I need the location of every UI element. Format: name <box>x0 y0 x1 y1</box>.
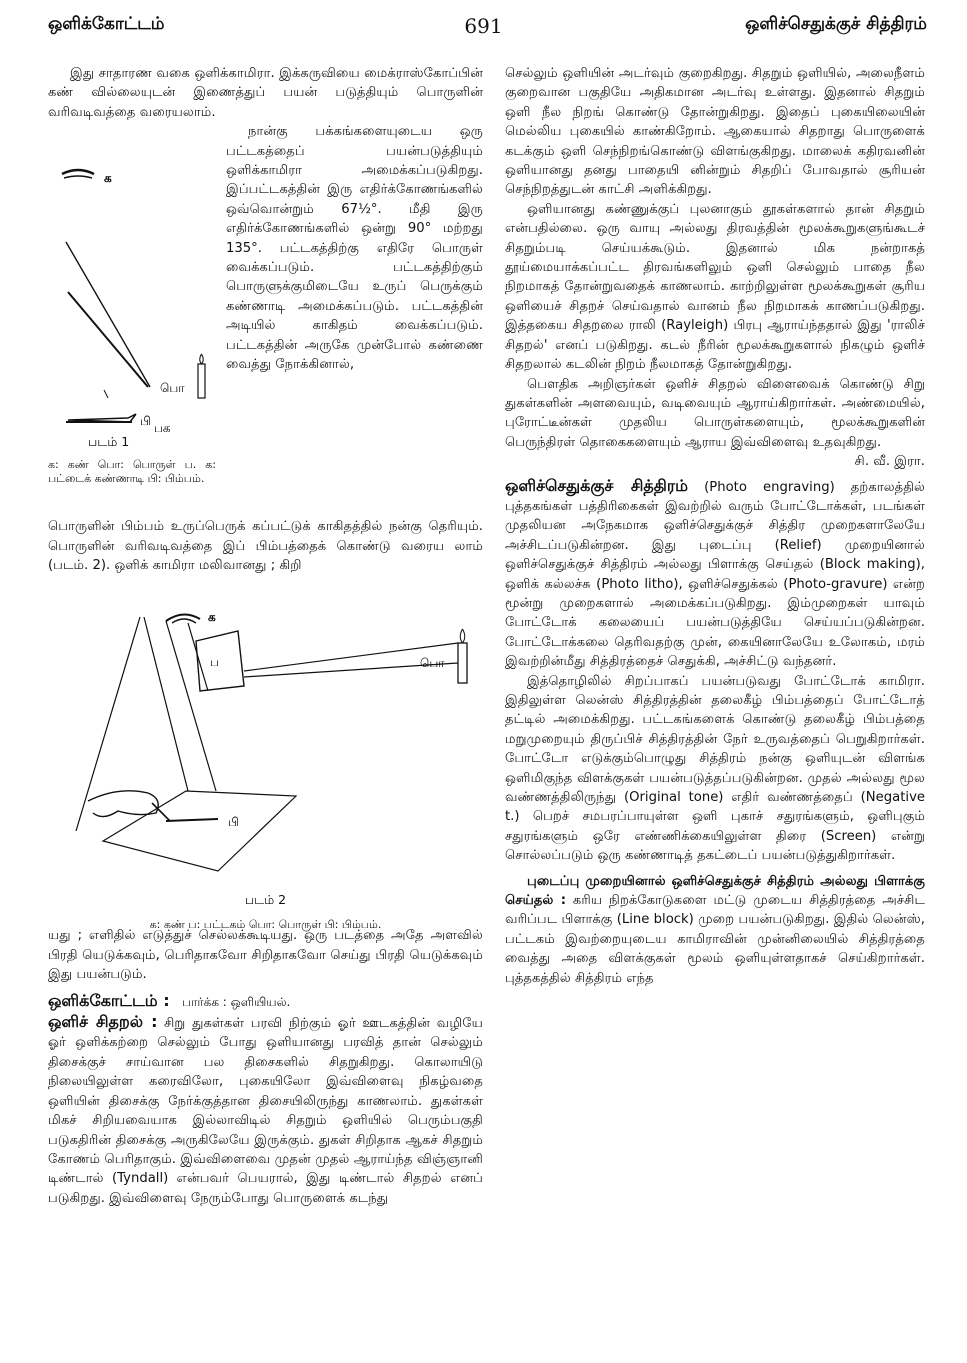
entry-oli-sitharal <box>48 1012 483 1208</box>
fig1-image-label: பி <box>140 414 151 429</box>
figure-1-image-drawing <box>48 380 218 440</box>
entry-oli-kottam-term: ஒளிக்கோட்டம் : <box>48 990 170 1010</box>
page-number: 691 <box>464 14 503 38</box>
intro-paragraph: இது சாதாரண வகை ஒளிக்காமிரா. இக்கருவியை மைக்ராஸ்கோப்பின் கண் வில்லையுடன் இணைத்துப் பயன் படுத்தியும் பொருளின் வரிவடிவத்தை வரையலாம். <box>48 66 483 120</box>
entry-oli-kottam-see: பார்க்க : ஒளியியல். <box>182 994 291 1009</box>
prism-paragraph-continued: பொருளின் பிம்பம் உருப்பெருக் கப்பட்டுக் காகிதத்தில் நன்கு தெரியும். பொருளின் வரிவடிவத்தை இப் பிம்பத்தைக் கொண்டு வரைய லாம் (படம். 2). ஒளிக் காமிரா மலிவானது ; கிறி <box>48 519 483 574</box>
figure-1-wrap <box>48 122 483 575</box>
entry-oli-sitharal-text: சிறு துகள்கள் பரவி நிற்கும் ஓர் ஊடகத்தின் வழியே ஓர் ஒளிக்கற்றை செல்லும் போது ஒளியானது பரவித் தான் செல்லும் திசைக்குச் சாய்வான பல திசைகளில் சிதறுகிறது. கொலாயிடு நிலையிலுள்ள கரைவிலோ, புகையிலோ இவ்விளைவு நிகழ்வதை ஒளியின் திசைக்கு நேர்க்குத்தான திசையிலிருந்து காணலாம். துகள்கள் மிகச் சிறியவையாக இல்லாவிடில் சிதறும் ஒளியில் பெரும்பகுதி படுகதிரின் திசைக்கு அருகிலேயே இருக்கும். துகள் சிறிதாக ஆகச் சிதறும் கோணம் பெரிதாகும். இவ்விளைவை முதன் முதல் ஆராய்ந்த விஞ்ஞானி டிண்டால் (Tyndall) என்பவர் பெயரால், இது டிண்டால் சிதறல் எனப் படுகிறது. இவ்விளைவு நேரும்போது பொருளைக் கடந்து <box>48 1016 483 1206</box>
fig1-prism-label: பக <box>154 421 171 433</box>
figure-1 <box>48 122 218 517</box>
figure-2-caption: படம் 2 <box>244 891 287 907</box>
entry-photo-engraving-term: ஒளிச்செதுக்குச் சித்திரம் <box>505 475 689 495</box>
scattering-paragraph-2: ஒளியானது கண்ணுக்குப் புலனாகும் தூகள்களால் தான் சிதறும் என்பதில்லை. ஒரு வாயு அல்லது திரவத்தின் மூலக்கூறுகளுங்கூடச் சிதறும்படி செய்யக்கூடும். இதனால் மிக நன்றாகத் தூய்மையாக்கப்பட்ட திரவங்களிலும் ஒளி செல்லும் பாதை நீல நிறமாகத் தோன்றுவதைக் காணலாம். காற்றிலுள்ள மூலக்கூறுகள் சூரிய ஒளியைச் சிதறச் செய்வதால் வானம் நீல நிறமாகக் காணப்படுகிறது. இத்தகைய சிதறலை ராலி (Rayleigh) பிரபு ஆராய்ந்ததால் இது 'ராலிச் சிதறல்' எனப் படுகிறது. கடல் நீரின் மூலக்கூறுகளால் நிகழும் ஒளிச் சிதறலால் கடலின் நிறம் நீலமாகத் தோன்றுகிறது. <box>505 201 925 373</box>
relief-method-term: புடைப்பு முறையினால் ஒளிச்செதுக்குச் சித்திரம் அல்லது பிளாக்கு செய்தல் : <box>505 873 925 909</box>
running-header-left: ஒளிக்கோட்டம் <box>48 14 165 34</box>
fig2-hand <box>88 791 158 817</box>
prism-line <box>68 292 148 387</box>
fig2-prism-label: ப <box>210 655 219 670</box>
fig2-eye-mark <box>166 615 200 622</box>
entry-photo-engraving-text: (Photo engraving) தற்காலத்தில் புத்தகங்கள் பத்திரிகைகள் இவற்றில் வரும் போட்டோக்கள், படங்கள் முதலியன அநேகமாக ஒளிச்செதுக்குச் சித்திர முறைகளாலேயே அச்சிடப்படுகின்றன. இது புடைப்பு (Relief) முறையினால் ஒளிச்செதுக்குச் சித்திரம் அல்லது பிளாக்கு செய்தல் (Block making), ஒளிக் கல்லச்சு (Photo litho), ஒளிச்செதுக்கல் (Photo-gravure) என்ற மூன்று முறைகளால் அமைக்கப்படுகிறது. இம்முறைகள் யாவும் போட்டோக் கலையைப் பயன்படுத்தியே செய்யப்படுகின்றன. போட்டோக்கலை தெரிவதற்கு முன், கையினாலேயே உலோகம், மரம் இவற்றின்மீது சித்திரத்தைச் செதுக்கி, அச்சிட்டு வந்தனர். <box>505 479 925 670</box>
entry-oli-sitharal-term: ஒளிச் சிதறல் : <box>48 1012 158 1032</box>
fig2-image-label: பி <box>228 815 239 830</box>
fig2-object-candle <box>458 643 467 683</box>
running-header-right: ஒளிச்செதுக்குச் சித்திரம் <box>745 14 927 34</box>
left-column <box>48 64 483 1208</box>
figure-1-legend: க: கண் பொ: பொருள் ப. க: பட்டைக் கண்ணாடி பி: பிம்பம். <box>48 458 216 486</box>
prism-paragraph: நான்கு பக்கங்களையுடைய ஒரு பட்டகத்தைப் பயன்படுத்தியும் ஒளிக்காமிரா அமைக்கப்படுகிறது. இப்பட்டகத்தின் இரு எதிர்க்கோணங்களில் ஒவ்வொன்றும் 67½°. மீதி இரு எதிர்க்கோணங்களில் ஒன்று 90° மற்றது 135°. பட்டகத்திற்கு எதிரே பொருள் வைக்கப்படும். பட்டகத்திற்கும் பொருளுக்குமிடையே உருப் பெருக்கும் கண்ணாடி அமைக்கப்படும். பட்டகத்தின் அடியில் காகிதம் வைக்கப்படும். பட்டகத்தின் அருகே முன்போல் கண்ணை வைத்து நோக்கினால், <box>226 124 483 373</box>
figure-2 <box>48 581 483 932</box>
fig2-eye-label: க <box>208 610 216 625</box>
fig1-eye-label: க <box>104 171 112 186</box>
author-signature: சி. வீ. இரா. <box>854 454 925 470</box>
fig2-paper <box>103 791 296 871</box>
figure-1-caption: படம் 1 <box>88 434 130 450</box>
sight-line <box>66 242 150 387</box>
fig2-image <box>166 819 218 821</box>
figure-2-legend: க: கண் ப: பட்டகம் பொ: பொருள் பி: பிம்பம். <box>149 918 382 932</box>
relief-method-text: கரிய நிறக்கோடுகளை மட்டு முடைய சித்திரத்தை அச்சிட வரிப்பட பிளாக்கு (Line block) முறை பயன்படுகிறது. இதில் லென்ஸ், பட்டகம் இவற்றையுடைய காமிராவின் முன்னிலையில் சித்திரத்தை வைத்து அதை விளக்குகள் மூலம் ஒளியுள்ளதாகச் செய்கிறார்கள். புத்தகத்தில் சித்திரம் எந்த <box>505 893 925 986</box>
figure-2-diagram <box>48 581 483 881</box>
entry-photo-engraving <box>505 476 925 672</box>
fig1-object-label: பொ <box>160 381 185 396</box>
pencil-image <box>68 414 136 422</box>
photo-engraving-paragraph-2: இத்தொழிலில் சிறப்பாகப் பயன்படுவது போட்டோக் காமிரா. இதிலுள்ள லென்ஸ் சித்திரத்தின் தலைகீழ் பிம்பத்தைப் போட்டோத் தட்டில் அமைக்கிறது. பட்டகங்களைக் கொண்டு தலைகீழ் பிம்பத்தை மறுமுறையும் திருப்பிச் சித்திரத்தின் நேர் உருவத்தைப் பெறுகிறார்கள். போட்டோ எடுக்கும்பொழுது சித்திரம் நன்கு ஒளியுடன் விளங்க ஒளிமிகுந்த விளக்குகள் பயன்படுத்தப்படுகின்றன. முதல் அல்லது மூல வண்ணத்திலிருந்து (Original tone) எதிர் வண்ணத்தைப் (Negative t.) பெறச் சமபரப்பாயுள்ள ஒளி புகாச் சதுரங்களும், ஒளிபுகும் சதுரங்களும் ஒரே எண்ணிக்கையிலுள்ள திரை (Screen) என்று சொல்லப்படும் ஒரு கண்ணாடித் தகட்டைப் பயன்படுத்துகிறார்கள். <box>505 673 925 864</box>
fig2-prism <box>196 631 244 691</box>
eye-mark <box>62 170 94 174</box>
relief-method-paragraph <box>505 872 925 988</box>
scattering-paragraph-1: செல்லும் ஒளியின் அடர்வும் குறைகிறது. சிதறும் ஒளியில், அலைநீளம் குறைவான பகுதியே அதிகமான அடர்வு உள்ளது. இதனால் சிதறும் ஒளி நீல நிறங் கொண்டு தோன்றுகிறது. இதைப் புகையிலையின் மெல்லிய புகையில் காண்கிறோம். ஆகையால் சிதறாது பொருளைக் கடக்கும் ஒளி செந்நிறங்கொண்டு விளங்குகிறது. மாலைக் கதிரவனின் ஒளியானது தனது பாதையி னின்றும் சிதறிப் போவதால் சூரியன் செந்நிறத்துடன் காட்சி அளிக்கிறது. <box>505 66 925 198</box>
fig2-object-label: பொ <box>420 656 445 671</box>
scattering-paragraph-3: பௌதிக அறிஞர்கள் ஒளிச் சிதறல் விளைவைக் கொண்டு சிறு துகள்களின் அளவையும், வடிவையும் ஆராய்கிறார்கள். அண்மையில், புரோட்டீன்கள் முதலிய பொருள்களையும், மூலக்கூறுகளின் பெருந்திரள் தொகைகளையும் ஆராய இவ்விளைவு உதவுகிறது. <box>505 376 925 450</box>
entry-oli-kottam <box>48 991 483 1012</box>
right-column <box>505 64 925 988</box>
after-figure-2-paragraph: யது ; எளிதில் எடுத்துச் செல்லக்கூடியது. ஒரு படத்தை அதே அளவில் பிரதி யெடுக்கவும், பெரிதாகவோ சிறிதாகவோ செய்து பிரதி யெடுக்கவும் இது பயன்படும். <box>48 928 483 983</box>
